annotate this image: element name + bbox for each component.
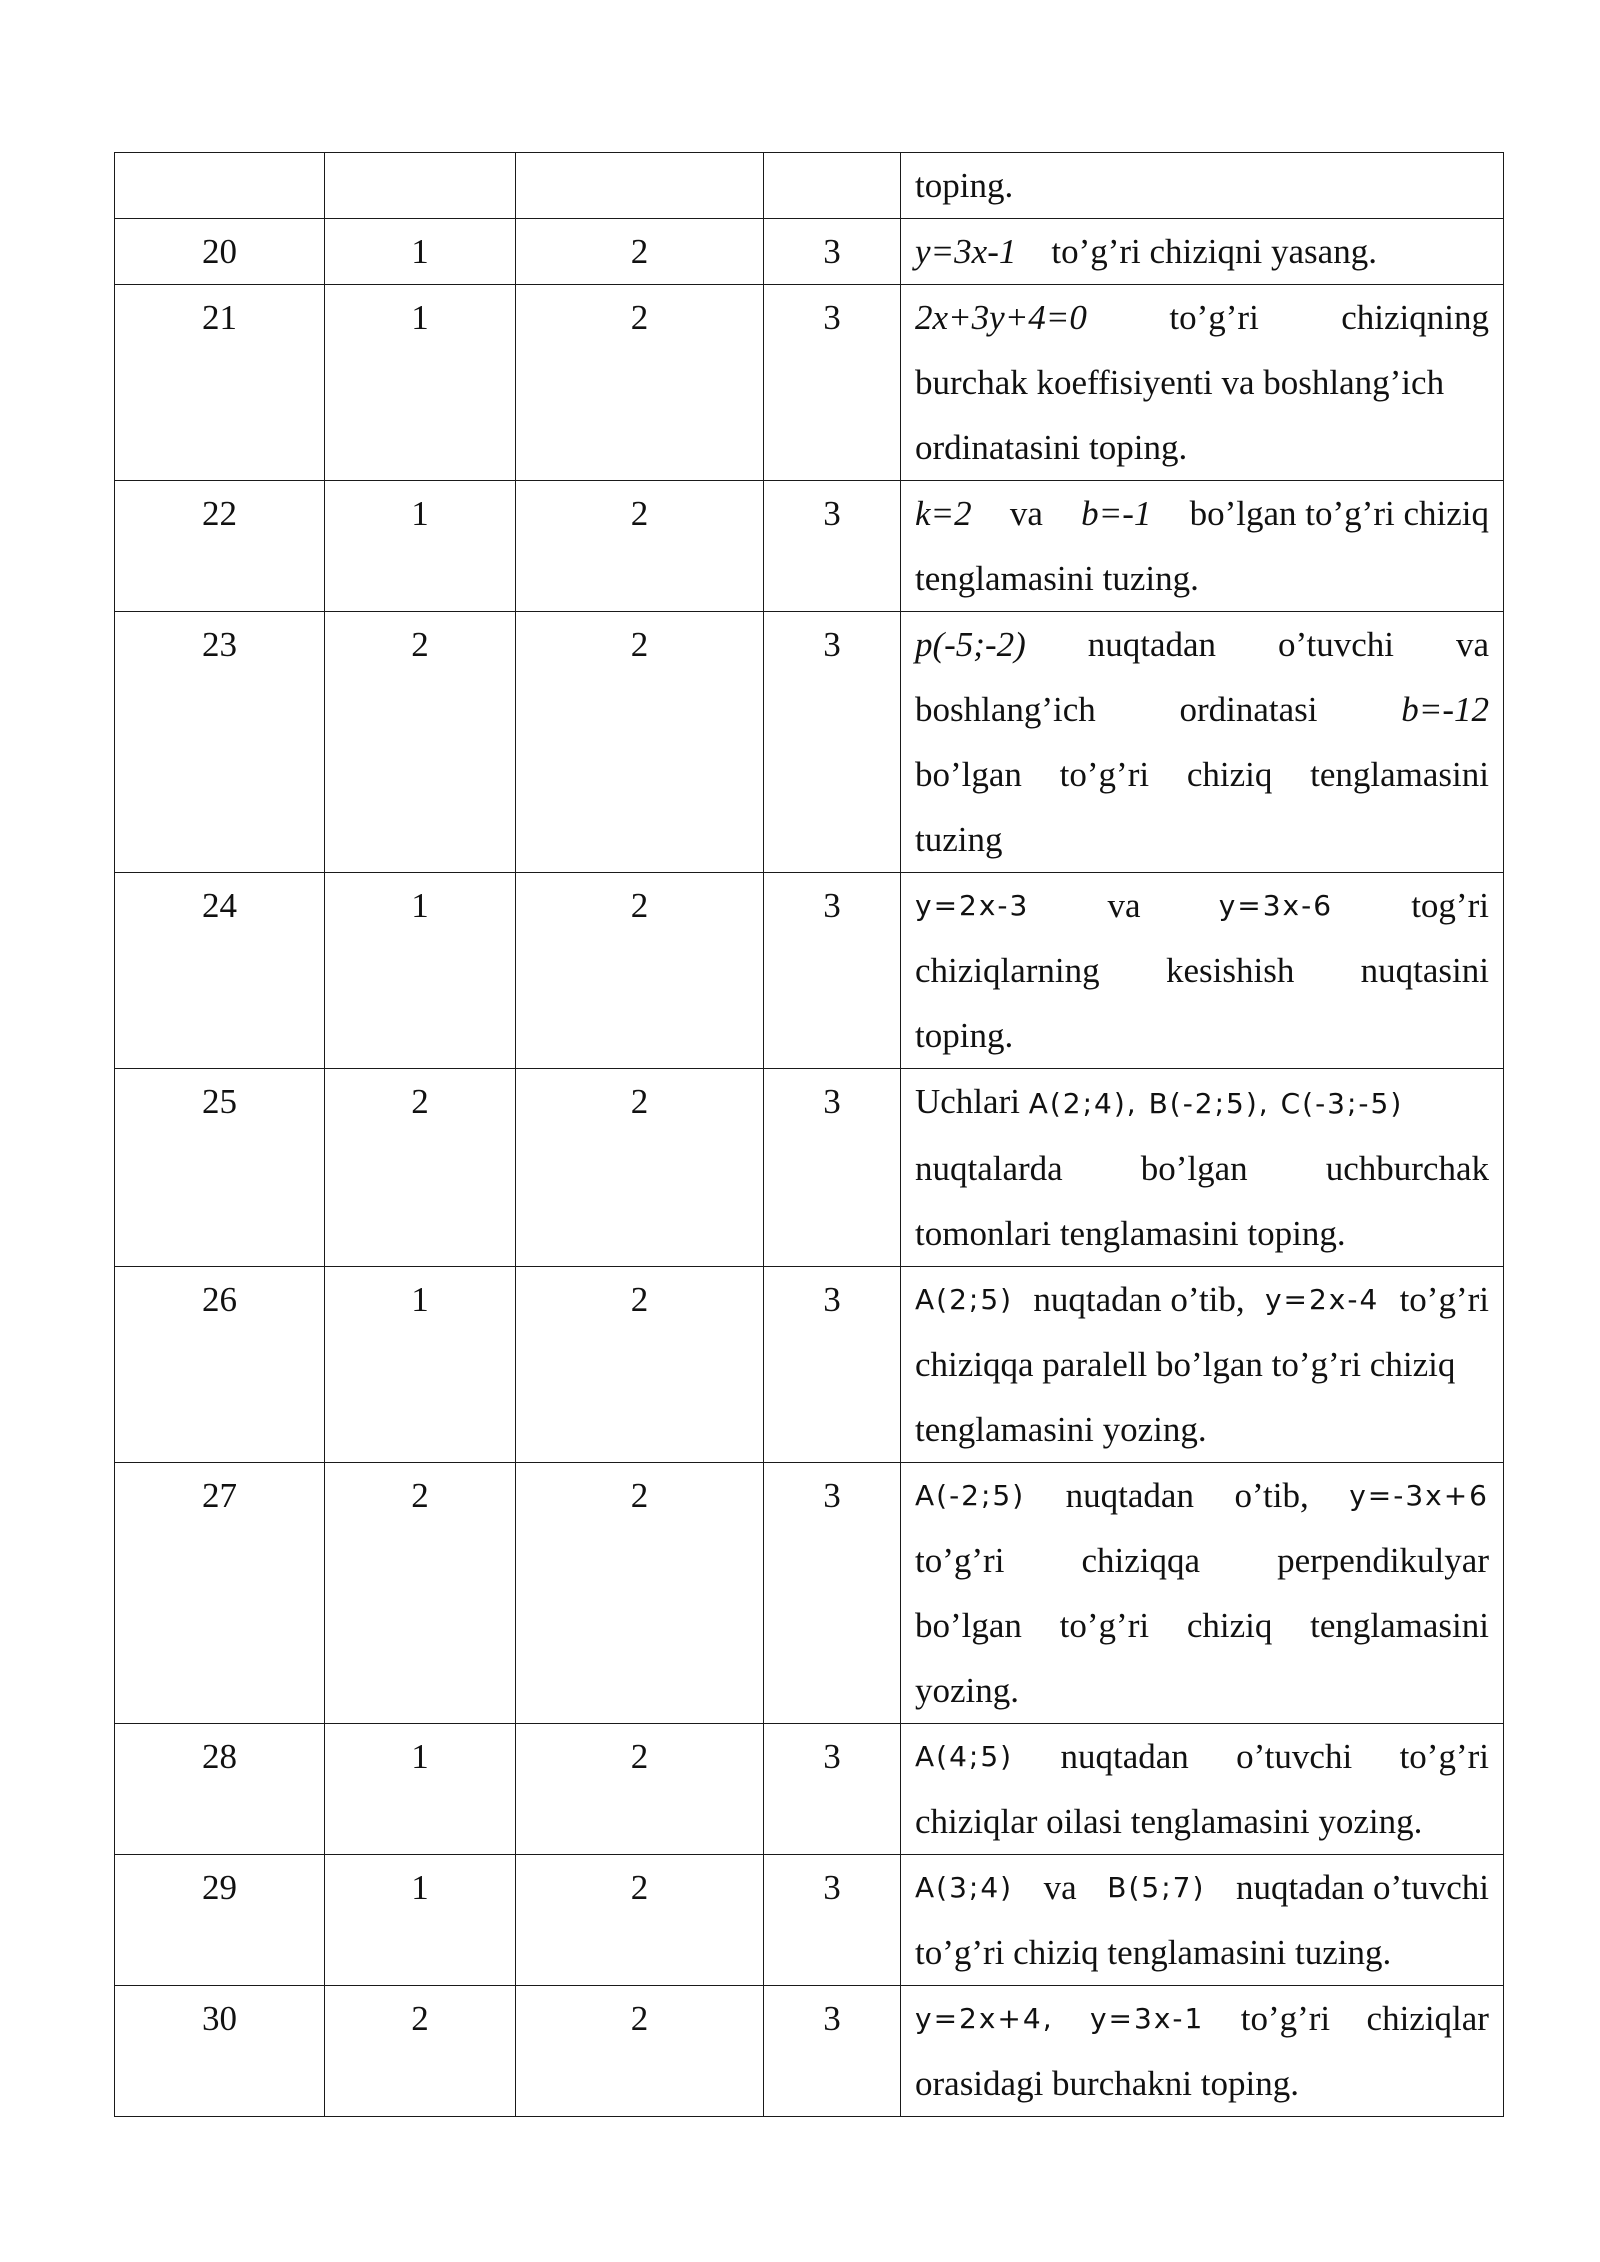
table-row — [115, 153, 1504, 219]
table-row — [115, 219, 1504, 285]
cell-col2: 2 — [325, 612, 516, 873]
task-line — [915, 1136, 1489, 1201]
task-line: ordinatasini toping. — [915, 428, 1188, 467]
task-formula: 2x+3y+4=0 — [915, 298, 1087, 337]
task-word: nuqtasini — [1360, 951, 1489, 990]
cell-col3: 2 — [516, 1267, 764, 1463]
task-line — [915, 612, 1489, 677]
cell-col4: 3 — [764, 1267, 901, 1463]
cell-task — [901, 612, 1504, 873]
task-line: tomonlari tenglamasini toping. — [915, 1214, 1346, 1253]
table-row — [115, 873, 1504, 1069]
cell-col2: 1 — [325, 219, 516, 285]
task-word: bo’lgan — [915, 1606, 1022, 1645]
cell-col4: 3 — [764, 873, 901, 1069]
table-row — [115, 1069, 1504, 1267]
cell-col4: 3 — [764, 481, 901, 612]
task-word: uchburchak — [1325, 1149, 1489, 1188]
task-line: chiziqlar oilasi tenglamasini yozing. — [915, 1802, 1423, 1841]
task-formula: b=-1 — [1081, 494, 1152, 533]
cell-task — [901, 153, 1504, 219]
task-line — [915, 285, 1489, 350]
cell-number: 24 — [115, 873, 325, 1069]
cell-col2: 1 — [325, 1267, 516, 1463]
task-formula: B(5;7) — [1107, 1871, 1206, 1904]
task-word: chiziqlar — [1366, 1999, 1489, 2038]
task-word: Uchlari — [915, 1082, 1020, 1121]
task-word: o’tib, — [1234, 1476, 1309, 1515]
cell-task — [901, 285, 1504, 481]
table-row — [115, 481, 1504, 612]
cell-task — [901, 873, 1504, 1069]
cell-task — [901, 1267, 1504, 1463]
task-word: nuqtalarda — [915, 1149, 1063, 1188]
task-line: tenglamasini yozing. — [915, 1410, 1207, 1449]
cell-task — [901, 1986, 1504, 2117]
cell-task — [901, 1724, 1504, 1855]
task-line — [915, 481, 1489, 546]
task-line: orasidagi burchakni toping. — [915, 2064, 1299, 2103]
cell-col3: 2 — [516, 1724, 764, 1855]
task-word: nuqtadan — [1087, 625, 1217, 664]
cell-col3: 2 — [516, 481, 764, 612]
cell-col2 — [325, 153, 516, 219]
task-line: tuzing — [915, 820, 1003, 859]
task-word: nuqtadan — [1065, 1476, 1194, 1515]
task-formula: k=2 — [915, 494, 972, 533]
cell-col3: 2 — [516, 1855, 764, 1986]
task-formula: y=2x+4, — [915, 2002, 1054, 2035]
task-line — [915, 1986, 1489, 2051]
task-line: tenglamasini tuzing. — [915, 559, 1199, 598]
cell-number: 28 — [115, 1724, 325, 1855]
task-word: bo’lgan — [1140, 1149, 1248, 1188]
cell-col3: 2 — [516, 285, 764, 481]
task-word: to’g’ri — [1059, 1606, 1150, 1645]
cell-col4: 3 — [764, 1069, 901, 1267]
cell-col3 — [516, 153, 764, 219]
cell-number: 26 — [115, 1267, 325, 1463]
task-formula: y=2x-3 — [915, 889, 1030, 922]
cell-col4 — [764, 153, 901, 219]
task-formula: y=2x-4 — [1264, 1283, 1380, 1316]
cell-col3: 2 — [516, 1069, 764, 1267]
table-row — [115, 1855, 1504, 1986]
task-line — [915, 1267, 1489, 1332]
task-word: tenglamasini — [1310, 755, 1489, 794]
cell-col2: 2 — [325, 1069, 516, 1267]
cell-number: 25 — [115, 1069, 325, 1267]
task-word: nuqtadan o’tib, — [1033, 1280, 1245, 1319]
table-row — [115, 285, 1504, 481]
cell-col3: 2 — [516, 612, 764, 873]
task-formula: y=3x-1 — [1089, 2002, 1205, 2035]
task-word: to’g’ri — [915, 1541, 1005, 1580]
cell-col4: 3 — [764, 285, 901, 481]
table-row — [115, 1986, 1504, 2117]
task-word: bo’lgan — [915, 755, 1022, 794]
cell-col4: 3 — [764, 1986, 901, 2117]
cell-task — [901, 1463, 1504, 1724]
cell-number: 22 — [115, 481, 325, 612]
task-word: perpendikulyar — [1277, 1541, 1489, 1580]
task-formula: A(2;5) — [915, 1283, 1014, 1316]
task-formula: b=-12 — [1401, 690, 1489, 729]
cell-number: 21 — [115, 285, 325, 481]
task-word: boshlang’ich — [915, 690, 1096, 729]
cell-number: 30 — [115, 1986, 325, 2117]
tasks-table — [114, 152, 1504, 2117]
task-line — [915, 677, 1489, 742]
task-line — [915, 938, 1489, 1003]
cell-col3: 2 — [516, 219, 764, 285]
cell-number — [115, 153, 325, 219]
table-row — [115, 1724, 1504, 1855]
cell-task — [901, 1069, 1504, 1267]
cell-number: 27 — [115, 1463, 325, 1724]
task-formula: A(3;4) — [915, 1871, 1014, 1904]
cell-col2: 1 — [325, 1724, 516, 1855]
cell-task — [901, 481, 1504, 612]
task-word: chiziqqa — [1081, 1541, 1201, 1580]
task-line — [915, 1724, 1489, 1789]
task-formula: A(4;5) — [915, 1740, 1014, 1773]
task-text: to’g’ri chiziqni yasang. — [1051, 232, 1377, 271]
task-line: toping. — [915, 1016, 1014, 1055]
task-word: chiziqning — [1341, 298, 1489, 337]
task-word: to’g’ri — [1240, 1999, 1331, 2038]
cell-col2: 1 — [325, 481, 516, 612]
task-line — [915, 742, 1489, 807]
task-line: burchak koeffisiyenti va boshlang’ich — [915, 363, 1445, 402]
task-line — [915, 1855, 1489, 1920]
task-line — [915, 1069, 1489, 1136]
task-word: to’g’ri — [1059, 755, 1150, 794]
cell-col4: 3 — [764, 1463, 901, 1724]
task-line — [915, 1593, 1489, 1658]
cell-col4: 3 — [764, 1724, 901, 1855]
task-word: ordinatasi — [1179, 690, 1318, 729]
task-line — [915, 1463, 1489, 1528]
task-word: o’tuvchi — [1236, 1737, 1353, 1776]
task-word: to’g’ri — [1169, 298, 1259, 337]
task-text: nuqtadan o’tuvchi — [1235, 1868, 1489, 1907]
cell-col2: 2 — [325, 1986, 516, 2117]
cell-col4: 3 — [764, 1855, 901, 1986]
task-word: va — [1107, 886, 1141, 925]
table-row — [115, 1267, 1504, 1463]
cell-number: 20 — [115, 219, 325, 285]
task-word: chiziq — [1186, 1606, 1273, 1645]
cell-col3: 2 — [516, 1463, 764, 1724]
task-word: nuqtadan — [1060, 1737, 1189, 1776]
task-formula: y=3x-1 — [915, 232, 1017, 271]
task-word: va — [1043, 1868, 1077, 1907]
task-word: va — [1009, 494, 1043, 533]
task-word: chiziq — [1186, 755, 1273, 794]
cell-col3: 2 — [516, 873, 764, 1069]
task-word: chiziqlarning — [915, 951, 1100, 990]
task-word: to’g’ri — [1399, 1280, 1489, 1319]
cell-col2: 2 — [325, 1463, 516, 1724]
cell-number: 23 — [115, 612, 325, 873]
task-text: toping. — [915, 166, 1014, 205]
task-formula: A(-2;5) — [915, 1479, 1026, 1512]
task-line: yozing. — [915, 1671, 1020, 1710]
cell-col2: 1 — [325, 285, 516, 481]
task-text: bo’lgan to’g’ri chiziq — [1189, 494, 1489, 533]
task-formula: y=3x-6 — [1218, 889, 1334, 922]
cell-col3: 2 — [516, 1986, 764, 2117]
task-formula: p(-5;-2) — [915, 625, 1026, 664]
cell-col2: 1 — [325, 1855, 516, 1986]
task-formula: y=-3x+6 — [1349, 1479, 1489, 1512]
cell-number: 29 — [115, 1855, 325, 1986]
task-line — [915, 873, 1489, 938]
task-word: tenglamasini — [1310, 1606, 1489, 1645]
cell-task — [901, 1855, 1504, 1986]
cell-task — [901, 219, 1504, 285]
cell-col2: 1 — [325, 873, 516, 1069]
cell-col4: 3 — [764, 612, 901, 873]
cell-col4: 3 — [764, 219, 901, 285]
task-line — [915, 1528, 1489, 1593]
task-line: chiziqqa paralell bo’lgan to’g’ri chiziq — [915, 1345, 1456, 1384]
task-word: o’tuvchi — [1277, 625, 1394, 664]
task-line: to’g’ri chiziq tenglamasini tuzing. — [915, 1933, 1392, 1972]
task-word: kesishish — [1165, 951, 1295, 990]
task-word: to’g’ri — [1399, 1737, 1489, 1776]
table-row — [115, 612, 1504, 873]
table-row — [115, 1463, 1504, 1724]
task-formula: A(2;4), B(-2;5), C(-3;-5) — [1028, 1087, 1404, 1120]
task-word: tog’ri — [1411, 886, 1489, 925]
task-word: va — [1455, 625, 1489, 664]
